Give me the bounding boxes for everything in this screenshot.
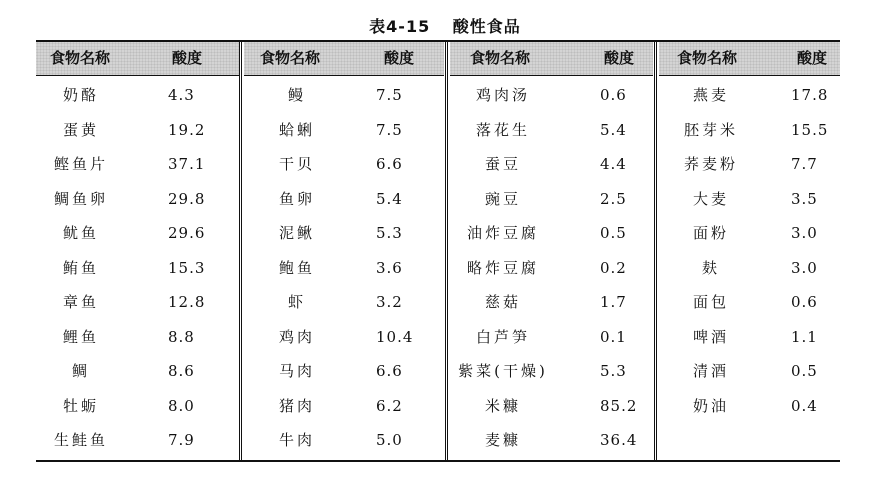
table-row [450,389,653,424]
table-row [244,182,444,217]
food-name: 米糠 [484,396,522,415]
table-row [36,216,239,251]
acidity-value: 4.3 [168,86,195,104]
table-row [36,78,239,113]
food-name: 白芦笋 [475,327,531,346]
acidity-value: 0.5 [600,224,627,242]
food-name: 奶酪 [62,86,100,104]
acidity-value: 29.8 [168,189,206,208]
table-row [659,182,840,217]
acidity-value: 8.8 [168,327,195,346]
food-name: 蛋黄 [62,120,100,139]
table-number: 表4-15 [369,17,431,36]
food-name: 面包 [692,293,730,311]
column-group-3 [450,42,653,460]
acidity-value: 6.6 [376,362,403,380]
food-name: 泥鳅 [278,224,316,242]
header-acidity: 酸度 [797,49,828,67]
table-title: 酸性食品 [452,17,521,36]
header-food-name: 食物名称 [260,49,321,67]
food-name: 猪肉 [278,396,316,415]
acidity-value: 5.3 [600,362,627,380]
table-row [36,285,239,320]
acidity-value: 0.5 [791,362,818,380]
food-name: 干贝 [278,155,316,173]
food-name: 啤酒 [692,327,730,346]
table-row [244,285,444,320]
acidity-value: 15.5 [791,120,829,139]
acidity-value: 17.8 [791,86,829,104]
acidity-value: 36.4 [600,431,638,449]
header-food-name: 食物名称 [470,49,531,67]
table-row [244,216,444,251]
table-row [244,354,444,389]
food-name: 虾 [287,293,307,311]
food-name: 燕麦 [692,86,730,104]
acidity-value: 3.2 [376,293,403,311]
food-name: 面粉 [692,224,730,242]
acidity-value: 5.0 [376,431,403,449]
table-row [659,320,840,355]
acidity-value: 85.2 [600,396,638,415]
table-row [244,113,444,148]
column-divider [445,42,448,460]
food-name: 鲤鱼 [62,327,100,346]
acidity-value: 10.4 [376,327,414,346]
table-row [659,285,840,320]
food-name: 鲣鱼片 [53,155,109,173]
table-row [244,389,444,424]
food-name: 鲷 [71,362,91,380]
header-row [244,42,444,76]
food-name: 鱼卵 [278,189,316,208]
column-group-2 [244,42,444,460]
table-row [450,285,653,320]
column-divider [239,42,242,460]
acidity-value: 1.7 [600,293,627,311]
table-row [244,251,444,286]
acidity-value: 8.0 [168,396,195,415]
food-name: 鲔鱼 [62,258,100,277]
table-row [450,251,653,286]
food-name: 荞麦粉 [683,155,739,173]
food-name: 鱿鱼 [62,224,100,242]
food-name: 鲷鱼卵 [53,189,109,208]
header-food-name: 食物名称 [677,49,738,67]
food-name: 蛤蜊 [278,120,316,139]
table-row [36,147,239,182]
food-name: 蚕豆 [484,155,522,173]
acidity-value: 3.5 [791,189,818,208]
table-row [244,423,444,458]
header-row [450,42,653,76]
table-row [659,78,840,113]
food-name: 大麦 [692,189,730,208]
acidity-value: 29.6 [168,224,206,242]
acidity-value: 5.4 [600,120,627,139]
table-row [36,182,239,217]
acidity-value: 7.5 [376,120,403,139]
table-row [450,182,653,217]
food-name: 奶油 [692,396,730,415]
acidity-value: 12.8 [168,293,206,311]
food-name: 清酒 [692,362,730,380]
food-name: 麦糠 [484,431,522,449]
table-row [450,320,653,355]
food-name: 豌豆 [484,189,522,208]
acidity-value: 8.6 [168,362,195,380]
food-name: 略炸豆腐 [466,258,540,277]
table-row [659,251,840,286]
acidity-value: 3.0 [791,258,818,277]
table-row [659,113,840,148]
food-name: 麸 [701,258,721,277]
food-name: 慈菇 [484,293,522,311]
food-name: 油炸豆腐 [466,224,540,242]
table-row [36,354,239,389]
table-caption [0,14,890,37]
table-row [36,423,239,458]
food-name: 牛肉 [278,431,316,449]
table-row [450,78,653,113]
acidity-value: 3.0 [791,224,818,242]
acidity-value: 5.3 [376,224,403,242]
acidic-food-table [36,40,840,462]
header-row [36,42,239,76]
column-group-1 [36,42,239,460]
table-row [450,423,653,458]
header-acidity: 酸度 [604,49,635,67]
table-row [244,147,444,182]
acidity-value: 19.2 [168,120,206,139]
food-name: 胚芽米 [683,120,739,139]
acidity-value: 1.1 [791,327,818,346]
food-name: 紫菜(干燥) [458,362,548,380]
food-name: 鸡肉 [278,327,316,346]
acidity-value: 0.1 [600,327,627,346]
acidity-value: 0.4 [791,396,818,415]
acidity-value: 4.4 [600,155,627,173]
table-row [659,354,840,389]
food-name: 鸡肉汤 [475,86,531,104]
table-row [36,320,239,355]
column-group-4 [659,42,840,460]
acidity-value: 6.2 [376,396,403,415]
table-row [244,78,444,113]
header-acidity: 酸度 [172,49,203,67]
acidity-value: 0.2 [600,258,627,277]
acidity-value: 5.4 [376,189,403,208]
food-name: 章鱼 [62,293,100,311]
food-name: 落花生 [475,120,531,139]
acidity-value: 7.7 [791,155,818,173]
acidity-value: 7.9 [168,431,195,449]
acidity-value: 6.6 [376,155,403,173]
acidity-value: 3.6 [376,258,403,277]
food-name: 牡蛎 [62,396,100,415]
table-row [36,389,239,424]
acidity-value: 0.6 [600,86,627,104]
table-row [450,147,653,182]
table-row [450,113,653,148]
table-row [450,216,653,251]
acidity-value: 2.5 [600,189,627,208]
acidity-value: 15.3 [168,258,206,277]
food-name: 鳗 [287,86,307,104]
acidity-value: 37.1 [168,155,206,173]
column-divider [654,42,657,460]
table-row [450,354,653,389]
header-row [659,42,840,76]
food-name: 生鲑鱼 [53,431,109,449]
table-row [36,251,239,286]
table-row [659,147,840,182]
table-row [659,389,840,424]
header-acidity: 酸度 [384,49,415,67]
table-row [244,320,444,355]
food-name: 鲍鱼 [278,258,316,277]
acidity-value: 0.6 [791,293,818,311]
table-row [36,113,239,148]
table-row [659,216,840,251]
header-food-name: 食物名称 [50,49,111,67]
acidity-value: 7.5 [376,86,403,104]
food-name: 马肉 [278,362,316,380]
